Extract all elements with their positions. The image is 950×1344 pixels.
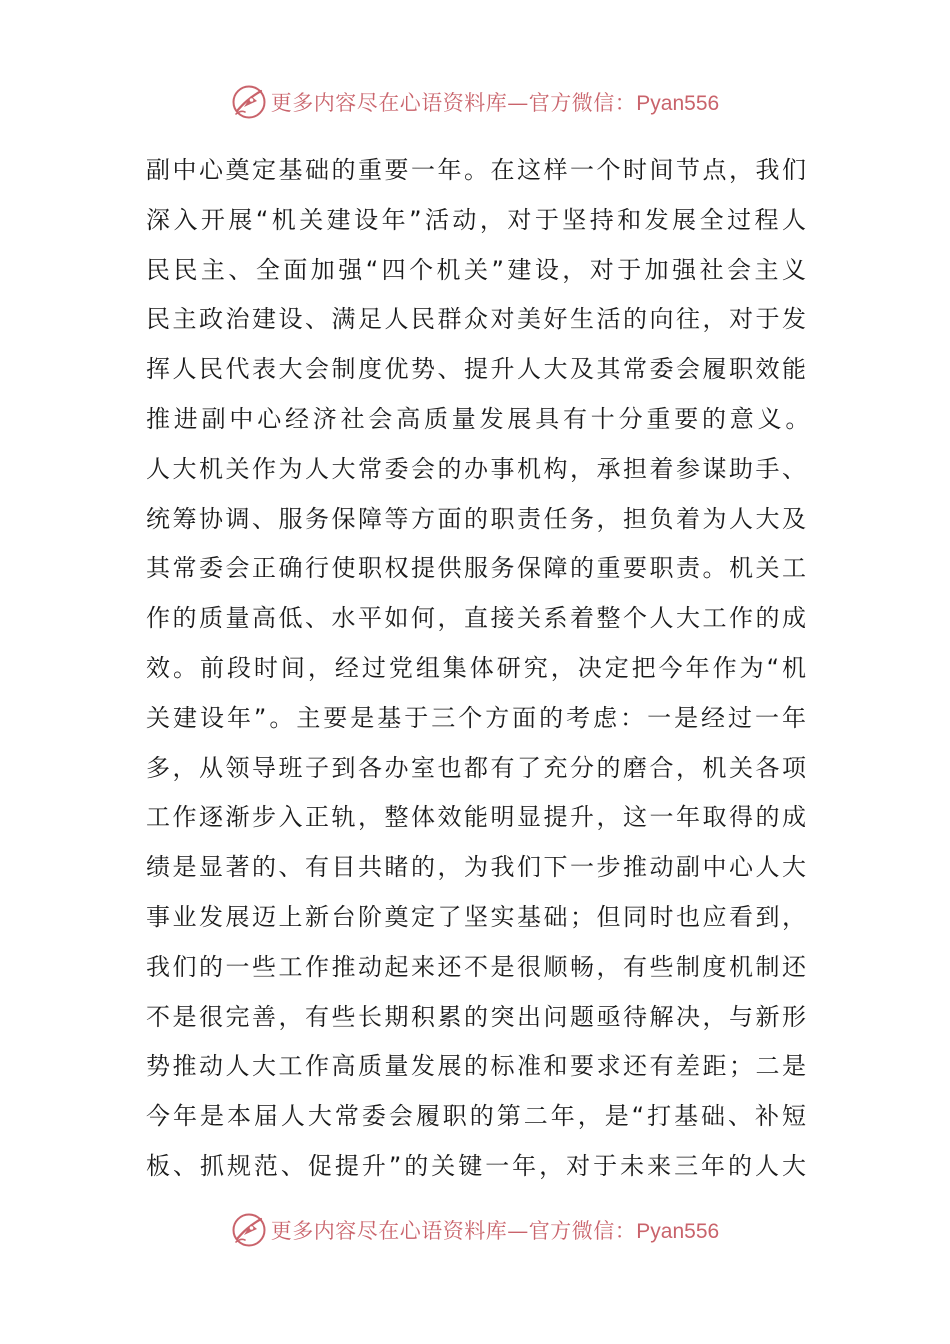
footer-banner-handle: Pyan556: [636, 1220, 720, 1243]
header-banner-text: 更多内容尽在心语资料库—官方微信：Pyan556: [270, 91, 720, 115]
text-line: 多，从领导班子到各办室也都有了充分的磨合，机关各项: [146, 753, 806, 782]
footer-banner-text: 更多内容尽在心语资料库—官方微信：Pyan556: [270, 1219, 720, 1243]
text-line: 推进副中心经济社会高质量发展具有十分重要的意义。: [146, 404, 814, 433]
footer-banner: [0, 1210, 950, 1250]
text-line: 板、抓规范、促提升”的关键一年，对于未来三年的人大: [146, 1151, 806, 1180]
text-line: 深入开展“机关建设年”活动，对于坚持和发展全过程人: [146, 205, 806, 234]
text-line: 工作逐渐步入正轨，整体效能明显提升，这一年取得的成: [146, 803, 806, 832]
text-line: 势推动人大工作高质量发展的标准和要求还有差距；二是: [146, 1052, 806, 1081]
header-banner: [0, 82, 950, 122]
text-line: 绩是显著的、有目共睹的，为我们下一步推动副中心人大: [146, 853, 806, 882]
text-line: 不是很完善，有些长期积累的突出问题亟待解决，与新形: [146, 1002, 806, 1031]
text-line: 其常委会正确行使职权提供服务保障的重要职责。机关工: [146, 554, 806, 583]
text-line: 关建设年”。主要是基于三个方面的考虑：一是经过一年: [146, 703, 806, 732]
header-banner-handle: Pyan556: [636, 92, 720, 115]
text-line: 我们的一些工作推动起来还不是很顺畅，有些制度机制还: [146, 952, 806, 981]
text-line: 效。前段时间，经过党组集体研究，决定把今年作为“机: [146, 653, 806, 682]
text-line: 民民主、全面加强“四个机关”建设，对于加强社会主义: [146, 255, 806, 284]
document-body: [146, 146, 814, 1192]
text-line: 人大机关作为人大常委会的办事机构，承担着参谋助手、: [146, 454, 806, 483]
pen-nib-logo-icon: [231, 84, 267, 120]
text-line: 挥人民代表大会制度优势、提升人大及其常委会履职效能: [146, 355, 806, 384]
text-line: 民主政治建设、满足人民群众对美好生活的向往，对于发: [146, 305, 806, 334]
text-line: 今年是本届人大常委会履职的第二年，是“打基础、补短: [146, 1102, 806, 1131]
text-line: 作的质量高低、水平如何，直接关系着整个人大工作的成: [146, 604, 806, 633]
text-line: 副中心奠定基础的重要一年。在这样一个时间节点，我们: [146, 156, 806, 184]
text-line: 统筹协调、服务保障等方面的职责任务，担负着为人大及: [146, 504, 806, 533]
pen-nib-logo-icon: [231, 1212, 267, 1248]
text-line: 事业发展迈上新台阶奠定了坚实基础；但同时也应看到，: [146, 902, 806, 931]
